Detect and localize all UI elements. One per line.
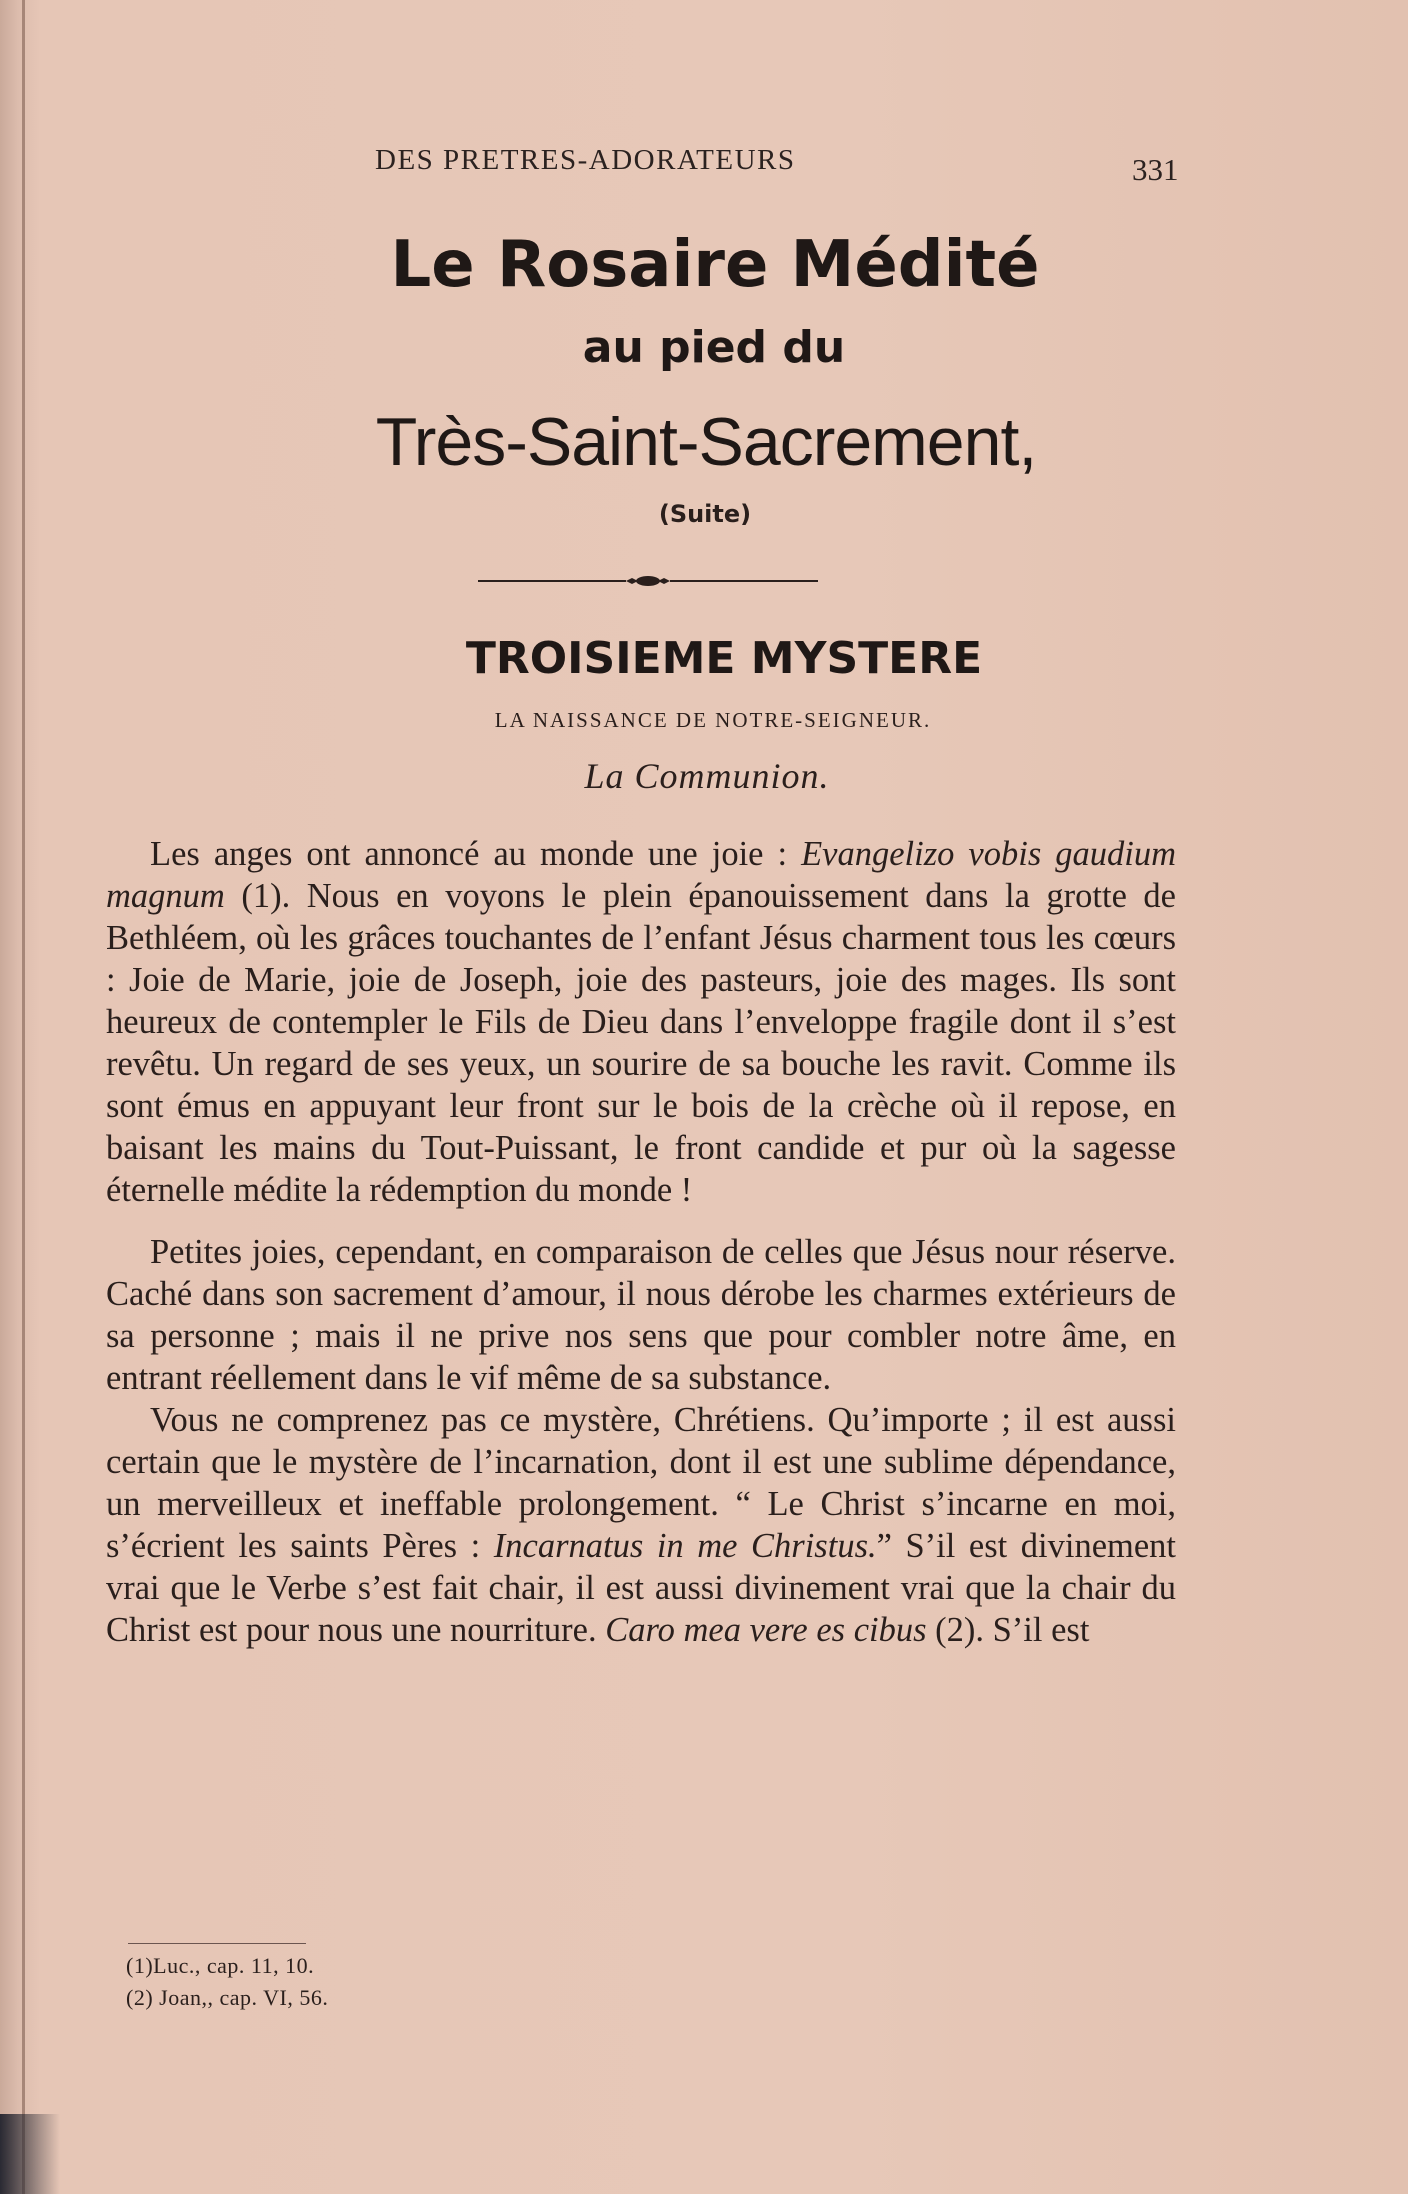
suite-label: (Suite)	[658, 500, 752, 528]
ornament-divider	[478, 570, 818, 592]
paragraph-2	[106, 1231, 1176, 1399]
section-title: TROISIEME MYSTERE	[465, 633, 983, 684]
footnote-1: (1)Luc., cap. 11, 10.	[126, 1953, 315, 1978]
page-title: Le Rosaire Médité	[390, 228, 1040, 302]
footnotes	[126, 1950, 328, 2014]
title-line-2: au pied du	[582, 322, 846, 373]
text-run: Les anges ont annoncé au monde une joie :	[150, 835, 802, 873]
section-subtitle: LA NAISSANCE DE NOTRE-SEIGNEUR.	[494, 708, 932, 732]
title-line-3: Très-Saint-Sacrement,	[375, 404, 1037, 480]
text-run: ” S’il est divinement vrai que le Verbe s’est fait chair, il est aussi divinement vrai que la chair du Christ est pour nous une nourriture.	[106, 1527, 1177, 1649]
text-run: Petites joies, cependant, en comparaison de celles que Jésus nour réserve. Caché dans son sacrement d’amour, il nous dérobe les charmes extérieurs de sa personne ; mais il ne prive nos sens que pour combler notre âme, en entrant réellement dans le vif même de sa substance.	[106, 1233, 1176, 1397]
text-run: Vous ne comprenez pas ce mystère, Chrétiens. Qu’importe ; il est aussi certain que le mystère de l’incarnation, dont il est une sublime dépendance, un merveilleux et ineffable prolongement. “ Le Christ s’incarne en moi, s’écrient les saints Pères :	[106, 1401, 1176, 1565]
paragraph-1	[106, 833, 1176, 1211]
text-run: (2). S’il est	[926, 1611, 1090, 1649]
text-run: (1). Nous en voyons le plein épanouissement dans la grotte de Bethléem, où les grâces touchantes de l’enfant Jésus charment tous les cœurs : Joie de Marie, joie de Joseph, joie des pasteurs, joie des mages. Ils sont heureux de contempler le Fils de Dieu dans l’enveloppe fragile dont il s’est revêtu. Un regard de ses yeux, un sourire de sa bouche les ravit. Comme ils sont émus en appuyant leur front sur le bois de la crèche où il repose, en baisant les mains du Tout-Puissant, le front candide et pur où la sagesse éternelle médite la rédemption du monde !	[106, 877, 1176, 1209]
page-number: 331	[1132, 152, 1179, 187]
paragraph-3	[106, 1399, 1176, 1651]
footnote-rule	[128, 1943, 306, 1944]
footnote-2: (2) Joan,, cap. VI, 56.	[126, 1985, 329, 2010]
latin-quote: Incarnatus in me Christus.	[493, 1527, 877, 1565]
corner-shadow	[0, 2114, 60, 2194]
latin-quote: Evangelizo vobis gaudium magnum	[106, 835, 1177, 915]
body-text	[106, 833, 1176, 1651]
running-head: DES PRETRES-ADORATEURS	[375, 144, 796, 176]
section-heading: La Communion.	[584, 756, 830, 796]
latin-quote: Caro mea vere es cibus	[605, 1611, 927, 1649]
